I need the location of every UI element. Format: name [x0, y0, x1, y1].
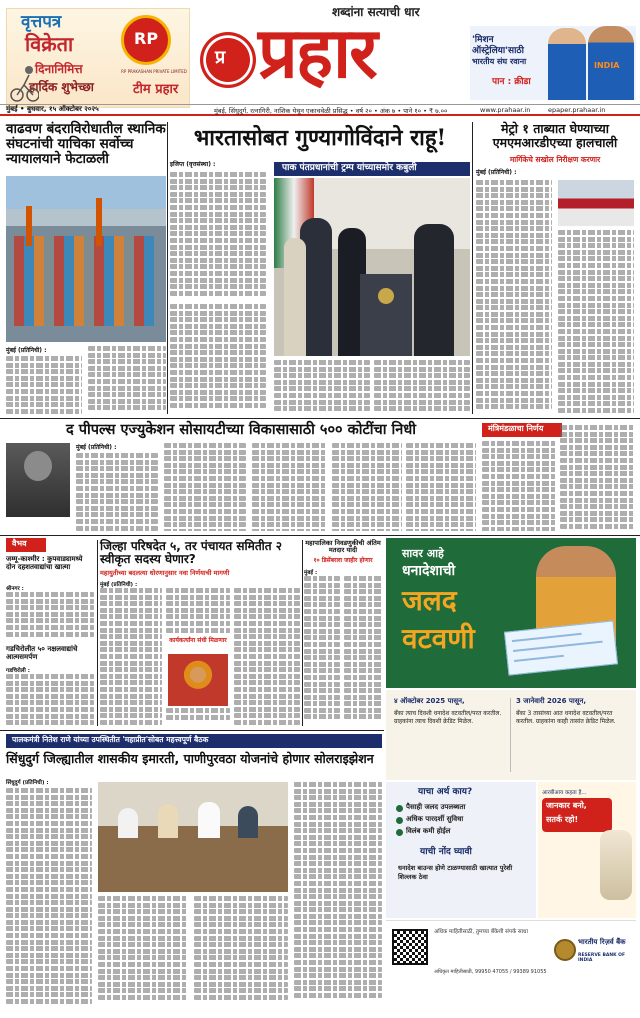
- ad-top-panel: [386, 538, 636, 688]
- zilla-body-col-2: [166, 588, 230, 636]
- ad-line-3: दिनानिमित्त: [35, 62, 83, 76]
- brief-1-place: श्रीनगर :: [6, 586, 24, 592]
- zilla-body-col-1: [100, 588, 162, 726]
- ad-timeline: [386, 690, 636, 780]
- metro-kicker: मार्गिकेचे सखोल निरीक्षण करणार: [509, 155, 601, 164]
- election-story: [304, 538, 382, 728]
- metro-headline: मेट्रो १ ताब्यात घेण्याच्या एमएमआरडीएच्या हालचाली: [492, 121, 618, 150]
- rule-top-1: [167, 122, 168, 414]
- seal-glyph: प्र: [215, 47, 226, 68]
- brief-1-body: [6, 592, 94, 642]
- ad-line-4: हार्दिक शुभेच्छा: [29, 80, 94, 94]
- logo-glyph: RP: [134, 29, 159, 48]
- cricket-label: पान : क्रीडा: [492, 77, 531, 87]
- brief-2-title: गडचिरोलीत ५० नक्षलवाद्यांचे आत्मसमर्पण: [6, 645, 78, 661]
- people-body-col-2: [164, 443, 246, 531]
- bank-name-en: RESERVE BANK OF INDIA: [578, 953, 626, 963]
- sindhudurg-story: [6, 732, 382, 1012]
- check-icon-1: [396, 805, 403, 812]
- metro-body-col-2: [558, 230, 634, 416]
- sindhudurg-headline: सिंधुदुर्ग जिल्ह्यातील शासकीय इमारती, पाणीपुरवठा योजनांचे होणार सोलराइझेशन: [6, 751, 374, 766]
- leader-right: [414, 224, 454, 356]
- ad-top-3: जलद: [402, 584, 457, 617]
- ad-timeline-divider: [510, 698, 511, 772]
- election-reporter: मुंबई :: [304, 570, 318, 576]
- metro-train-photo: [558, 180, 634, 226]
- podium: [360, 274, 412, 356]
- ambedkar-photo: [6, 443, 70, 517]
- port-story: [6, 120, 166, 418]
- sindhudurg-reporter: सिंधुदुर्ग (प्रतिनिधी) :: [6, 780, 49, 786]
- meeting-photo: [98, 782, 288, 892]
- jersey-text: INDIA: [594, 61, 620, 70]
- cabinet-body-col-1: [482, 441, 556, 531]
- sindhudurg-body-col-1: [6, 788, 92, 1006]
- cabinet-box: [482, 421, 634, 533]
- port-body-col-1: [6, 356, 82, 416]
- check-icon-2: [396, 817, 403, 824]
- rupee-mascot: [600, 830, 632, 900]
- rule-mid-2: [302, 540, 303, 726]
- paper-title: प्रहार: [258, 11, 376, 94]
- rbi-emblem: [554, 939, 576, 961]
- election-body-col-1: [304, 576, 340, 726]
- footer-text: अधिक माहितीसाठी, तुमच्या बँकेशी संपर्क साधा: [434, 929, 528, 935]
- attendee-1: [118, 808, 138, 838]
- ad-line-1: वृत्तपत्र: [21, 12, 62, 32]
- benefit-2: अधिक पारदर्शी सुविधा: [406, 815, 464, 823]
- leader-far-left: [284, 238, 306, 356]
- lead-dateline: इजिप्त (वृत्तसंस्था) :: [170, 161, 216, 168]
- benefit-1: पैसाही जलद उपलब्धता: [406, 803, 466, 811]
- rule-band-1: [0, 418, 640, 419]
- cheque-line-1: [512, 633, 582, 642]
- ad-top-4: वटवणी: [402, 622, 475, 655]
- benefit-3: विलंब कमी होईल: [406, 827, 451, 835]
- lead-story: [170, 120, 470, 418]
- crane-2: [96, 198, 102, 246]
- website-link[interactable]: www.prahaar.in: [480, 106, 531, 114]
- rbi-cheque-ad: [386, 538, 636, 1008]
- brief-2-place: गडचिरोली :: [6, 668, 30, 674]
- bank-name: भारतीय रिज़र्व बैंक: [578, 938, 626, 946]
- briefs-label-bar: [6, 538, 46, 552]
- cyclist-illustration: [9, 61, 39, 103]
- sindhudurg-body-col-2: [98, 896, 188, 1006]
- containers: [14, 236, 154, 326]
- ad-line-2: विक्रेता: [25, 32, 74, 56]
- sindhudurg-body-col-4: [294, 782, 382, 1006]
- attendee-2: [158, 804, 178, 838]
- ad-footer: [386, 920, 636, 1008]
- briefs-label: वैभव: [12, 539, 27, 548]
- note-text: धनादेश बाउन्स होणे टाळण्यासाठी खात्यात पुरेशी शिल्लक ठेवा: [398, 864, 513, 881]
- people-reporter: मुंबई (प्रतिनिधी) :: [76, 444, 117, 451]
- dateline-bar: [0, 104, 640, 116]
- election-body-col-2: [344, 576, 382, 726]
- cabinet-label: मंत्रिमंडळाचा निर्णय: [488, 424, 544, 433]
- brief-1-title: जम्मू-काश्मीर : कुपवाड्यामध्ये दोन दहशतवाद्यांचा खात्मा: [6, 555, 83, 571]
- zilla-headline: जिल्हा परिषदेत ५, तर पंचायत समितीत २ स्वीकृत सदस्य घेणार?: [100, 539, 283, 567]
- ad-date-1: ४ ऑक्टोबर 2025 पासून,: [394, 697, 465, 705]
- tagline: शब्दांना सत्याची धार: [332, 5, 420, 19]
- qr-code[interactable]: [392, 929, 428, 965]
- rule-band-3: [0, 730, 384, 731]
- ad-cheque: [504, 620, 618, 675]
- briefs-column: [6, 538, 94, 728]
- zilla-story: [100, 538, 300, 728]
- cheque-line-2: [513, 641, 603, 652]
- port-headline: वाढवण बंदराविरोधातील स्थानिक संघटनांची याचिका सर्वोच्च न्यायालयाने फेटाळली: [6, 121, 166, 167]
- zilla-reporter: मुंबई (प्रतिनिधी) :: [100, 582, 138, 588]
- sindhudurg-kicker: पालकमंत्री नितेश राणे यांच्या उपस्थितीत 'महाप्रीत'सोबत महत्त्वपूर्ण बैठक: [12, 735, 209, 744]
- cricket-line-1: 'मिशन: [472, 35, 494, 45]
- portrait-face: [24, 451, 52, 481]
- editions: मुंबई, सिंधुदुर्ग, रत्नागिरी, नाशिक येथून एकाचवेळी प्रसिद्ध • वर्ष २० • अंक ७ • पाने १० • ₹ ७.००: [214, 107, 448, 115]
- dateline: मुंबई • बुधवार, १५ ऑक्टोबर २०२५: [6, 105, 99, 113]
- ad-text-2: बँका 3 तासांच्या आत धनादेश वटवतील/परत करतील. ग्राहकांना काही तासांत क्रेडिट मिळेल.: [516, 710, 616, 725]
- people-body-col-4: [332, 443, 402, 531]
- port-photo: [6, 176, 166, 342]
- cricket-line-2: ऑस्ट्रेलिया'साठी: [472, 46, 524, 56]
- cricket-promo: [470, 26, 636, 100]
- summit-photo: [274, 178, 470, 356]
- lead-subhead-bar: [274, 162, 470, 176]
- election-kicker-2: १० डिसेंबरला जाहीर होणार: [313, 557, 373, 564]
- check-icon-3: [396, 829, 403, 836]
- lead-subhead: पाक पंतप्रधानांची ट्रम्प यांच्यासमोर कबुली: [282, 163, 417, 173]
- ad-date-2: 3 जानेवारी 2026 पासून,: [516, 697, 587, 705]
- rule-band-2: [0, 535, 640, 536]
- people-headline: द पीपल्स एज्युकेशन सोसायटीच्या विकासासाठी ५०० कोटींचा निधी: [65, 422, 417, 438]
- lead-headline: भारतासोबत गुण्यागोविंदाने राहू!: [193, 125, 447, 151]
- masthead: [0, 0, 640, 118]
- lead-body-col-2: [170, 304, 266, 416]
- attendee-4: [238, 806, 258, 838]
- slogan-box: [542, 798, 612, 832]
- sindhudurg-kicker-bar: [6, 734, 382, 748]
- zilla-photo: [168, 654, 228, 706]
- cabinet-body-col-2: [560, 425, 634, 531]
- rule-mid-1: [97, 540, 98, 726]
- prahaar-seal: [200, 32, 256, 88]
- election-kicker: महापालिका निवडणुकीची अंतिम मतदार यादी: [305, 539, 381, 555]
- vendor-day-ad: [6, 8, 190, 108]
- ad-brand: टीम प्रहार: [133, 82, 179, 97]
- prakashan-logo: [121, 15, 171, 65]
- epaper-link[interactable]: epaper.prahaar.in: [548, 106, 606, 114]
- ad-top-1: सावर आहे: [402, 547, 444, 560]
- cricket-line-3: भारतीय संघ रवाना: [472, 57, 527, 66]
- port-body-col-2: [88, 346, 166, 416]
- ad-top-2: धनादेशाची: [402, 563, 456, 579]
- slogan-1: जानकार बनो,: [546, 801, 587, 810]
- metro-reporter: मुंबई (प्रतिनिधी) :: [476, 169, 517, 176]
- cabinet-label-bar: [482, 423, 562, 437]
- port-reporter: मुंबई (प्रतिनिधी) :: [6, 347, 47, 354]
- metro-story: [476, 120, 634, 418]
- zilla-body-col-4: [234, 588, 300, 726]
- people-body-col-3: [252, 443, 326, 531]
- attendee-3: [198, 802, 220, 838]
- rule-top-2: [472, 122, 473, 414]
- metro-body-col-1: [476, 180, 552, 416]
- people-body-col-1: [76, 453, 158, 531]
- podium-seal: [378, 288, 394, 304]
- ad-text-1: बँका त्याच दिवशी धनादेश वटवतील/परत करतील. ग्राहकांना त्याच दिवशी क्रेडिट मिळेल.: [394, 710, 502, 725]
- ad-benefits: [386, 782, 536, 918]
- crane-1: [26, 206, 32, 246]
- lead-body-col-3: [274, 360, 370, 416]
- sindhudurg-body-col-3: [194, 896, 288, 1006]
- contact-text: अधिकृत माहितीसाठी, 99950 47055 / 99389 91055: [434, 969, 547, 975]
- ad-mascot-panel: [538, 782, 636, 918]
- benefits-title: याचा अर्थ काय?: [418, 787, 473, 797]
- people-body-col-5: [406, 443, 476, 531]
- slogan-kicker: आरबीआय कहता है...: [542, 790, 587, 796]
- prakashan-badge: RP PRAKASHAN PRIVATE LIMITED: [121, 69, 187, 74]
- zilla-caption: कार्यकर्त्यांना संधी मिळणार: [169, 637, 227, 644]
- cheque-line-3: [514, 655, 564, 662]
- lead-body-col-1: [170, 172, 266, 300]
- player-1: [548, 28, 586, 100]
- brief-2-body: [6, 674, 94, 728]
- note-title: याची नोंद घ्यावी: [420, 847, 472, 857]
- lead-body-col-4: [374, 360, 470, 416]
- people-story: [6, 421, 476, 533]
- slogan-2: सतर्क रहो!: [546, 815, 579, 824]
- zilla-body-col-3: [166, 708, 230, 726]
- zilla-subhead: महायुतीच्या बदलत्या धोरणानुसार नवा निर्णयाची मागणी: [100, 569, 230, 577]
